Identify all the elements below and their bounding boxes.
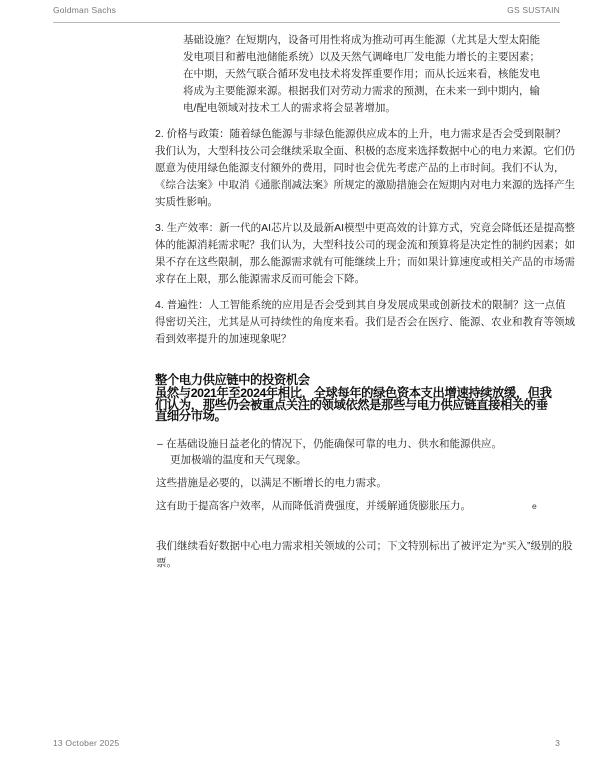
page-header	[53, 0, 560, 23]
bullet-text: 在基础设施日益老化的情况下，仍能确保可靠的电力、供水和能源供应。	[166, 438, 502, 451]
closing-paragraph: 我们继续看好数据中心电力需求相关领域的公司；下文特别标出了被评定为“买入”级别的股票。	[156, 540, 573, 570]
paragraph-infrastructure: 基础设施？在短期内，设备可用性将成为推动可再生能源（尤其是大型太阳能发电项目和蓄电池储能系统）以及天然气调峰电厂发电能力增长的主要因素；在中期，天然气联合循环发电技术将发挥重要作用；而从长远来看，核能发电将成为主要能源来源。根据我们对劳动力需求的预测，在未来一到中期内，输电/配电领域对技术工人的需求将会显著增加。	[183, 34, 540, 114]
page-footer	[53, 738, 560, 748]
footer-page-number: 3	[555, 738, 560, 748]
bullet-item-reliability	[155, 436, 575, 452]
header-brand: Goldman Sachs	[53, 5, 117, 15]
paragraph-ubiquity: 4. 普遍性：人工智能系统的应用是否会受到其自身发展成果或创新技术的限制？这一点值得密切关注，尤其是从可持续性的角度来看。我们是否会在医疗、能源、农业和教育等领域看到效率提升的加速现象呢？	[155, 299, 575, 345]
section-lead: 虽然与2021年至2024年相比，全球每年的绿色资本支出增速持续放缓，但我们认为，那些仍会被重点关注的领域依然是那些与电力供应链直接相关的垂直细分市场。	[155, 385, 552, 424]
footer-date: 13 October 2025	[53, 738, 120, 748]
header-section-label: GS SUSTAIN	[507, 5, 560, 15]
bullet-dash: –	[157, 438, 163, 451]
bullet-subline-weather: 更加极端的温度和天气现象。	[170, 454, 307, 467]
note-customer-efficiency	[156, 498, 575, 514]
paragraph-price-policy: 2. 价格与政策：随着绿色能源与非绿色能源供应成本的上升，电力需求是否会受到限制？我们认为，大型科技公司会继续采取全面、积极的态度来选择数据中心的电力来源。它们仍愿意为使用绿色能源支付额外的费用，同时也会优先考虑产品的上市时间。我们不认为，《综合法案》中取消《通胀削减法案》所规定的激励措施会在短期内对电力来源的选择产生实质性影响。	[155, 128, 575, 208]
paragraph-production-efficiency: 3. 生产效率：新一代的AI芯片以及最新AI模型中更高效的计算方式，究竟会降低还是提高整体的能源消耗需求呢？我们认为，大型科技公司的现金流和预算将是决定性的制约因素；如果不存在这些限制，那么能源需求就有可能继续上升；而如果计算速度或相关产品的市场需求存在上限，那么能源需求反而可能会下降。	[155, 222, 576, 285]
note-demand: 这些措施是必要的，以满足不断增长的电力需求。	[156, 477, 387, 490]
section-title: 整个电力供应链中的投资机会	[155, 373, 310, 387]
note-customer-efficiency-text: 这有助于提高客户效率，从而降低消费强度，并缓解通货膨胀压力。	[156, 500, 471, 513]
footnote-marker: e	[532, 501, 537, 512]
page-body	[155, 21, 575, 572]
